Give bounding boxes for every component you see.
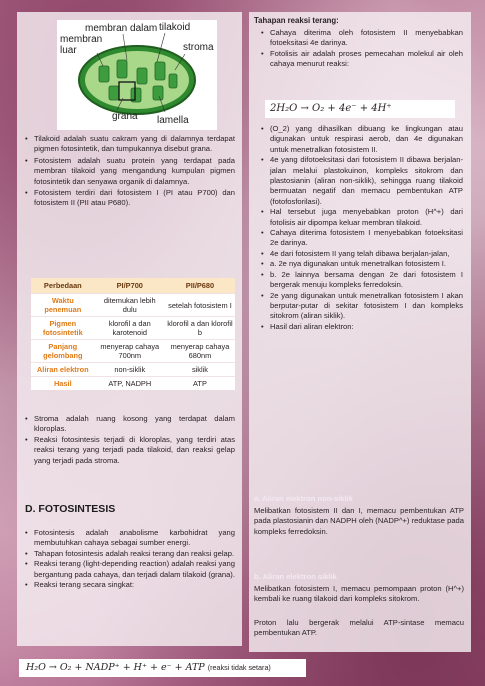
- light-reaction-steps-2: [261, 124, 463, 332]
- light-reaction-steps-1: [261, 28, 463, 70]
- list-item: • Fotosistem adalah suatu protein yang terdapat pada membran tilakoid yang mengandung kumpulan pigmen fotosintetik dan senyawa organik di dalamnya.: [25, 156, 235, 187]
- stroma-bullets: [25, 414, 235, 466]
- table-header: PI/P700: [95, 278, 165, 294]
- table-row: [31, 294, 235, 317]
- table-cell: ditemukan lebih dulu: [95, 294, 165, 317]
- table-row: [31, 363, 235, 377]
- equation-note: (reaksi tidak setara): [207, 663, 271, 672]
- table-row: [31, 340, 235, 363]
- table-cell: ATP: [165, 377, 235, 391]
- table-cell: menyerap cahaya 680nm: [165, 340, 235, 363]
- table-cell: menyerap cahaya 700nm: [95, 340, 165, 363]
- list-item: • Fotolisis air adalah proses pemecahan molekul air oleh cahaya menurut reaksi:: [261, 49, 463, 70]
- list-item: • Cahaya diterima fotosistem I menyebabkan fotoeksitasi 2e darinya.: [261, 228, 463, 249]
- chloroplast-figure: [57, 20, 217, 130]
- list-item: • b. 2e lainnya bersama dengan 2e dari fotosistem I bergerak menuju kompleks ferredoksin.: [261, 270, 463, 291]
- section-heading: D. FOTOSINTESIS: [25, 503, 116, 515]
- table-row-header: Aliran elektron: [31, 363, 95, 377]
- list-item: • a. 2e nya digunakan untuk menetralkan fotosistem I.: [261, 259, 463, 269]
- list-item: • Hal tersebut juga menyebabkan proton (H^+) dari fotolisis air dipompa keluar membran tilakoid.: [261, 207, 463, 228]
- equation-formula: H₂O → O₂ + NADP⁺ + H⁺ + e⁻ + ATP: [26, 662, 205, 673]
- list-item: • Reaksi terang (light-depending reaction) adalah reaksi yang bergantung pada cahaya, dan terjadi dalam tilakoid (grana).: [25, 559, 235, 580]
- paragraph-non-cyclic: Melibatkan fotosistem II dan I, memacu pembentukan ATP pada plastosianin dan NADPH oleh (NADP^+) reduktase pada kompleks ferredoksin.: [254, 506, 464, 536]
- chloroplast-bullets: [25, 134, 235, 210]
- table-row-header: Pigmen fotosintetik: [31, 317, 95, 340]
- table-row-header: Waktu penemuan: [31, 294, 95, 317]
- table-header: PII/P680: [165, 278, 235, 294]
- label-membran-luar: membran luar: [60, 34, 103, 56]
- table-row: [31, 377, 235, 391]
- right-title: Tahapan reaksi terang:: [254, 16, 339, 25]
- table-cell: siklik: [165, 363, 235, 377]
- list-item: • Cahaya diterima oleh fotosistem II menyebabkan fotoeksitasi 4e darinya.: [261, 28, 463, 49]
- left-column: [17, 12, 242, 646]
- list-item: • Reaksi fotosintesis terjadi di kloroplas, yang terdiri atas reaksi terang yang terjadi pada tilakoid, dan reaksi gelap yang terjadi pada stroma.: [25, 435, 235, 466]
- table-row: [31, 317, 235, 340]
- list-item: • 2e yang digunakan untuk menetralkan fotosistem I akan berputar-putar di sekitar fotosistem I dan kompleks sitokrom (aliran siklik).: [261, 291, 463, 322]
- list-item: • (O_2) yang dihasilkan dibuang ke lingkungan atau digunakan untuk respirasi aerob, dan 4e digunakan untuk menetralkan fotosistem II.: [261, 124, 463, 155]
- table-cell: klorofil a dan karotenoid: [95, 317, 165, 340]
- label-membran-dalam: membran dalam: [85, 23, 158, 34]
- label-tilakoid: tilakoid: [159, 22, 191, 33]
- label-stroma: stroma: [183, 42, 214, 53]
- subheading-cyclic: b. Aliran elektron siklik: [254, 572, 337, 581]
- paragraph-cyclic-2: Proton lalu bergerak melalui ATP-sintase memacu pembentukan ATP.: [254, 618, 464, 638]
- label-lamella: lamella: [157, 115, 189, 126]
- label-grana: grana: [112, 111, 138, 122]
- photosynthesis-bullets: [25, 528, 235, 590]
- list-item: • 4e dari fotosistem II yang telah dibawa berjalan-jalan,: [261, 249, 463, 259]
- table-cell: non-siklik: [95, 363, 165, 377]
- table-row-header: Hasil: [31, 377, 95, 391]
- paragraph-cyclic: Melibatkan fotosistem I, memacu pemompaan proton (H^+) kembali ke ruang tilakoid dari kompleks sitokrom.: [254, 584, 464, 604]
- list-item: • Reaksi terang secara singkat:: [25, 580, 235, 590]
- table-header-row: [31, 278, 235, 294]
- table-cell: klorofil a dan klorofil b: [165, 317, 235, 340]
- photolysis-equation: 2H₂O → O₂ + 4e⁻ + 4H⁺: [265, 100, 455, 118]
- list-item: • Fotosistem terdiri dari fotosistem I (PI atau P700) dan fotosistem II (PII atau P680).: [25, 188, 235, 209]
- light-reaction-equation: [19, 659, 306, 677]
- list-item: • Stroma adalah ruang kosong yang terdapat dalam kloroplas.: [25, 414, 235, 435]
- list-item: • Fotosintesis adalah anabolisme karbohidrat yang membutuhkan cahaya sebagai sumber energi.: [25, 528, 235, 549]
- table-row-header: Panjang gelombang: [31, 340, 95, 363]
- list-item: • Tilakoid adalah suatu cakram yang di dalamnya terdapat pigmen fotosintetik, dan tumpukannya disebut grana.: [25, 134, 235, 155]
- table-header: Perbedaan: [31, 278, 95, 294]
- subheading-non-cyclic: a. Aliran elektron non-siklik: [254, 494, 353, 503]
- photosystem-comparison-table: [31, 278, 235, 390]
- table-cell: setelah fotosistem I: [165, 294, 235, 317]
- list-item: • 4e yang difotoeksitasi dari fotosistem II dibawa berjalan-jalan melalui plastokuinon, kompleks sitokrom dan plastosianin (aliran non-siklik), sehingga ruang tilakoid bermuatan negatif dan memacu pembentukan ATP (fotofosforilasi).: [261, 155, 463, 207]
- list-item: • Hasil dari aliran elektron:: [261, 322, 463, 332]
- right-column: [249, 12, 471, 652]
- table-cell: ATP, NADPH: [95, 377, 165, 391]
- list-item: • Tahapan fotosintesis adalah reaksi terang dan reaksi gelap.: [25, 549, 235, 559]
